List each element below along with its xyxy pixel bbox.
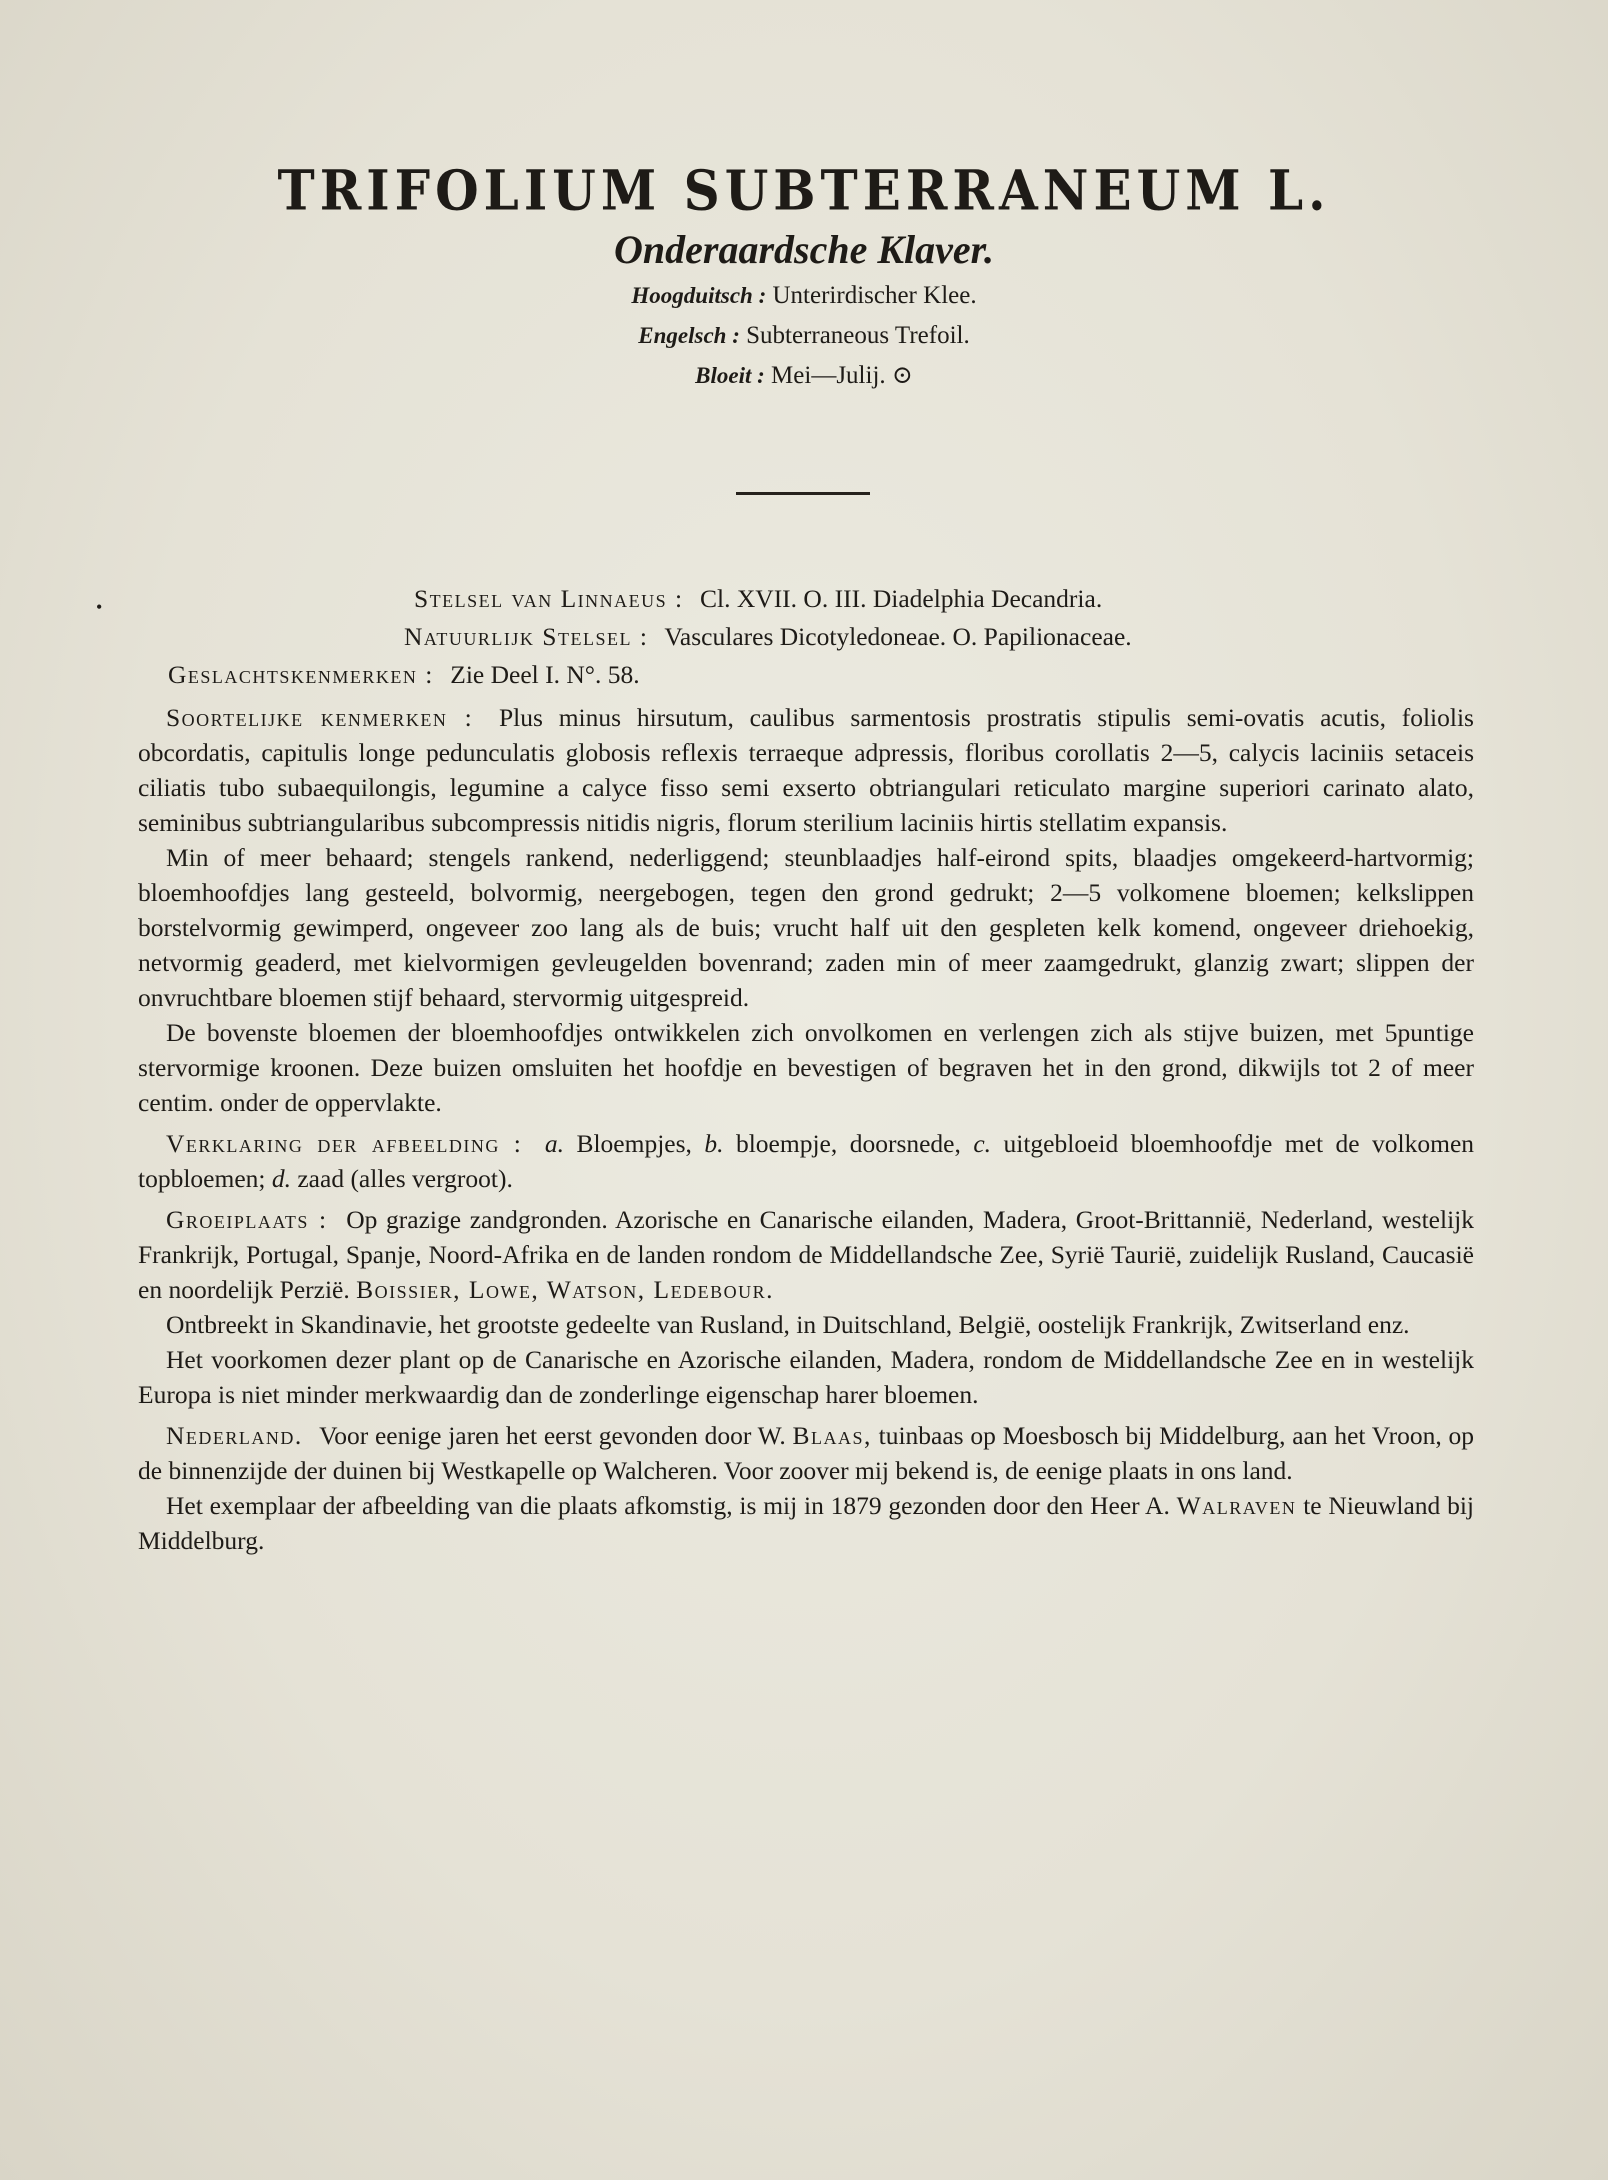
natural-system-label: Natuurlijk Stelsel : [404,622,649,651]
specimen-text-1: Het exemplaar der afbeelding van die plaats afkomstig, is mij in 1879 gezonden door den Heer A. [166,1491,1170,1520]
figure-text-a: Bloempjes, [576,1129,692,1158]
natural-system-value: Vasculares Dicotyledoneae. O. Papilionaceae. [664,622,1132,651]
species-latin-paragraph [138,700,1474,840]
linnaeus-system-line [138,580,1474,618]
species-label: Soortelijke kenmerken : [166,703,474,732]
genus-line [138,656,1474,694]
habitat-authors: Boissier, Lowe, Watson, Ledebour. [356,1275,775,1304]
dutch-common-name: Onderaardsche Klaver. [614,227,994,272]
netherlands-paragraph [138,1418,1474,1488]
sender-name: Walraven [1176,1491,1297,1520]
german-label: Hoogduitsch : [631,283,767,308]
habitat-paragraph [138,1202,1474,1307]
figure-text-d: zaad (alles vergroot). [297,1164,513,1193]
netherlands-text-1: Voor eenige jaren het eerst gevonden door W. [319,1421,786,1450]
genus-value: Zie Deel I. N°. 58. [450,660,640,689]
figure-label: Verklaring der afbeelding : [166,1129,523,1158]
specimen-paragraph [138,1488,1474,1558]
linnaeus-value: Cl. XVII. O. III. Diadelphia Decandria. [700,584,1103,613]
figure-key-d: d. [271,1164,291,1193]
bloom-value: Mei—Julij. ⊙ [771,362,913,389]
linnaeus-label: Stelsel van Linnaeus : [414,584,684,613]
bloom-line [0,356,1608,396]
figure-key-c: c. [973,1129,992,1158]
english-name-line [0,316,1608,356]
figure-text-b: bloempje, doorsnede, [735,1129,961,1158]
figure-explanation-paragraph [138,1126,1474,1196]
stray-dot-mark: • [96,597,103,617]
natural-system-line [138,618,1474,656]
german-name: Unterirdischer Klee. [772,282,977,309]
netherlands-text-2: tuinbaas op Moesbosch bij Middelburg, aan het Vroon, op de binnenzijde der duinen bij Westkapelle op Walcheren. Voor zoover mij bekend is, de eenige plaats in ons land. [138,1421,1475,1485]
figure-text-c: uitgebloeid bloemhoofdje met de volkomen topbloemen; [138,1129,1475,1193]
english-label: Engelsch : [638,323,740,348]
species-latin-text: Plus minus hirsutum, caulibus sarmentosis prostratis stipulis semi-ovatis acutis, foliolis obcordatis, capitulis longe pedunculatis globosis reflexis terraeque adpressis, floribus corollatis 2—5, calycis laciniis setaceis ciliatis tubo subaequilongis, legumine a calyce fisso semi exserto obtriangulari reticulato margine superiori carinato alato, seminibus subtriangularibus subcompressis nitidis nigris, florum sterilium laciniis hirtis stellatim expansis. [138,703,1474,837]
header-divider [736,492,870,495]
species-title: TRIFOLIUM SUBTERRANEUM L. [277,158,1331,223]
habitat-text: Op grazige zandgronden. Azorische en Canarische eilanden, Madera, Groot-Brittannië, Nederland, westelijk Frankrijk, Portugal, Spanje, Noord-Afrika en de landen rondom de Middellandsche Zee, Syrië Taurië, zuidelijk Rusland, Caucasië en noordelijk Perzië. [138,1205,1475,1304]
description-body [138,580,1474,1558]
habitat-label: Groeiplaats : [166,1205,328,1234]
german-name-line [0,276,1608,316]
absent-paragraph: Ontbreekt in Skandinavie, het grootste gedeelte van Rusland, in Duitschland, België, oostelijk Frankrijk, Zwitserland enz. [166,1310,1410,1339]
english-name: Subterraneous Trefoil. [746,322,970,349]
species-note-paragraph: De bovenste bloemen der bloemhoofdjes ontwikkelen zich onvolkomen en verlengen zich als stijve buizen, met 5puntige stervormige kroonen. Deze buizen omsluiten het hoofdje en bevestigen of begraven het in den grond, dikwijls tot 2 of meer centim. onder de oppervlakte. [138,1018,1474,1117]
page-header [0,160,1608,396]
netherlands-label: Nederland. [166,1421,303,1450]
species-dutch-paragraph: Min of meer behaard; stengels rankend, nederliggend; steunblaadjes half-eirond spits, blaadjes omgekeerd-hartvormig; bloemhoofdjes lang gesteeld, bolvormig, neergebogen, tegen den grond gedrukt; 2—5 volkomene bloemen; kelkslippen borstelvormig gewimperd, ongeveer zoo lang als de buis; vrucht half uit den gespleten kelk komend, ongeveer driehoekig, netvormig geaderd, met kielvormigen gevleugelden bovenrand; zaden min of meer zaamgedrukt, glanzig zwart; slippen der onvruchtbare bloemen stijf behaard, stervormig uitgespreid. [138,843,1474,1012]
remark-paragraph: Het voorkomen dezer plant op de Canarische en Azorische eilanden, Madera, rondom de Middellandsche Zee en in westelijk Europa is niet minder merkwaardig dan de zonderlinge eigenschap harer bloemen. [138,1345,1474,1409]
specimen-text-2: te Nieuwland bij Middelburg. [138,1491,1475,1555]
finder-name: Blaas, [792,1421,872,1450]
bloom-label: Bloeit : [695,363,765,388]
genus-label: Geslachtskenmerken : [168,660,434,689]
figure-key-b: b. [704,1129,724,1158]
figure-key-a: a. [544,1129,564,1158]
